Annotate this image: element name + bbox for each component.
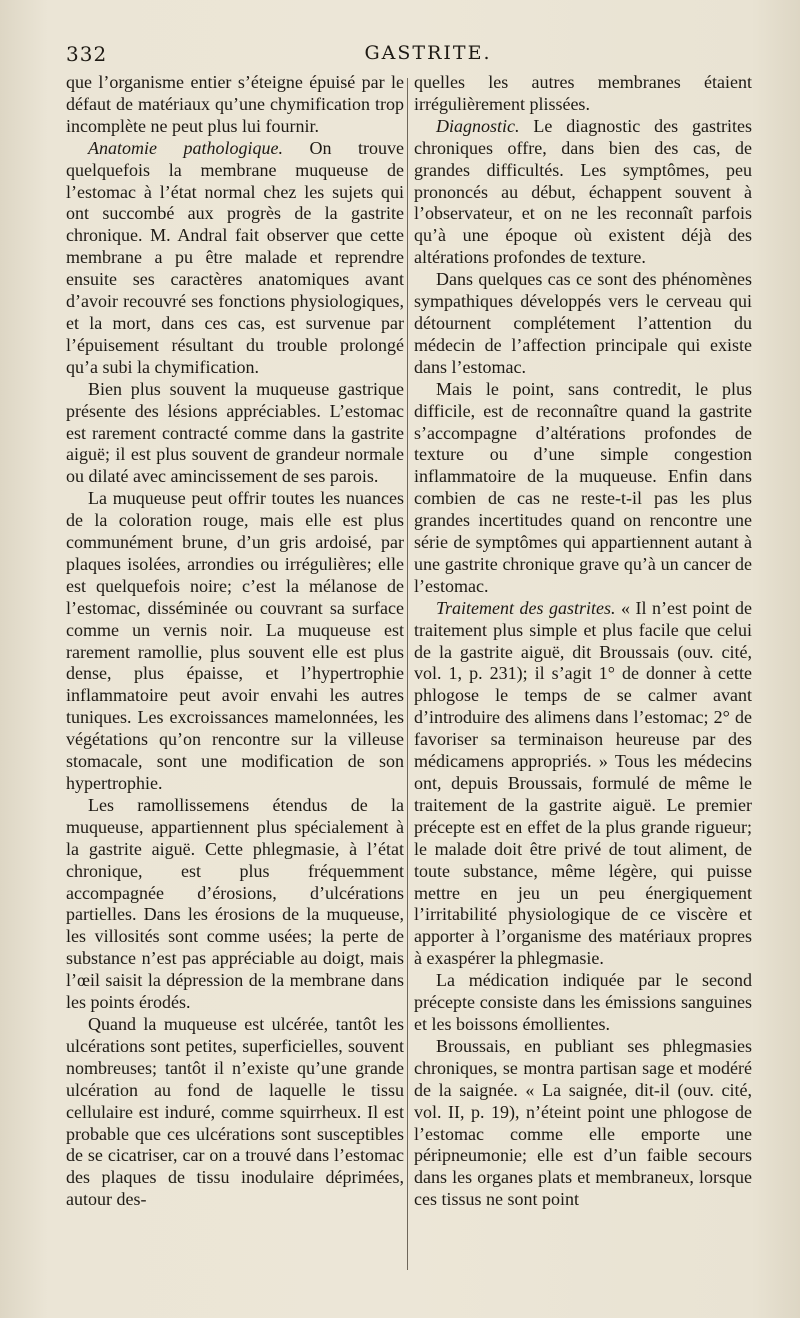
page-number: 332 [66, 42, 108, 66]
right-column [414, 72, 752, 1211]
paragraph: Quand la muqueuse est ulcérée, tantôt les ulcérations sont petites, superficielles, souvent nombreuses; tantôt il n’existe qu’une grande ulcération au fond de laquelle le tissu cellulaire est induré, comme squirrheux. Il est probable que ces ulcérations sont susceptibles de se cicatriser, car on a trouvé dans l’estomac des plaques de tissu inodulaire déprimées, autour des- [66, 1013, 404, 1210]
paragraph: Diagnostic. Le diagnostic des gastrites chroniques offre, dans bien des cas, de grandes difficultés. Les symptômes, peu prononcés au début, échappent souvent à l’observateur, et on ne les reconnaît parfois qu’à une époque où existent déjà des altérations profondes de texture. [414, 115, 752, 268]
paragraph: quelles les autres membranes étaient irrégulièrement plissées. [414, 72, 752, 114]
paragraph: Les ramollissemens étendus de la muqueuse, appartiennent plus spécialement à la gastrite aiguë. Cette phlegmasie, à l’état chronique, est plus fréquemment accompagnée d’érosions, d’ulcérations partielles. Dans les érosions de la muqueuse, les villosités sont comme usées; la perte de substance n’est pas appréciable au doigt, mais l’œil saisit la dépression de la membrane dans les points érodés. [66, 794, 404, 1013]
section-heading: Traitement des gastrites. [436, 597, 616, 618]
paragraph: La médication indiquée par le second précepte consiste dans les émissions sanguines et les boissons émollientes. [414, 970, 752, 1034]
paragraph: que l’organisme entier s’éteigne épuisé par le défaut de matériaux qu’une chymification trop incomplète ne peut plus lui fournir. [66, 72, 404, 136]
paragraph: Mais le point, sans contredit, le plus difficile, est de reconnaître quand la gastrite s’accompagne d’altérations profondes de texture ou d’une simple congestion inflammatoire de la muqueuse. Enfin dans combien de cas ne reste-t-il pas les plus grandes incertitudes quand on rencontre une série de symptômes qui appartiennent autant à une gastrite chronique grave qu’à un cancer de l’estomac. [414, 378, 752, 596]
paragraph: Anatomie pathologique. On trouve quelquefois la membrane muqueuse de l’estomac à l’état normal chez les sujets qui ont succombé aux progrès de la gastrite chronique. M. Andral fait observer que cette membrane a pu être malade et reprendre ensuite ses caractères anatomiques avant d’avoir recouvré ses fonctions physiologiques, et la mort, dans ces cas, est survenue par l’épuisement résultant du trouble prolongé qu’a subi la chymification. [66, 137, 405, 377]
section-heading: Anatomie pathologique. [88, 137, 283, 158]
paragraph: Bien plus souvent la muqueuse gastrique présente des lésions appréciables. L’estomac est rarement contracté comme dans la gastrite aiguë; il est plus souvent de grandeur normale ou dilaté avec amincissement de ses parois. [66, 378, 404, 487]
paragraph: La muqueuse peut offrir toutes les nuances de la coloration rouge, mais elle est plus communément brune, d’un gris ardoisé, par plaques isolées, arrondies ou irrégulières; elle est quelquefois noire; c’est la mélanose de l’estomac, disséminée ou couvrant sa surface comme un vernis noir. La muqueuse est rarement ramollie, plus souvent elle est plus dense, plus épaisse, et l’hypertrophie inflammatoire peut avoir envahi les autres tuniques. Les excroissances mamelonnées, les végétations qu’on rencontre sur la villeuse stomacale, sont une modification de son hypertrophie. [66, 488, 404, 793]
paragraph: Broussais, en publiant ses phlegmasies chroniques, se montra partisan sage et modéré de la saignée. « La saignée, dit-il (ouv. cité, vol. II, p. 19), n’éteint point une phlogose de l’estomac comme elle emporte une péripneumonie; elle est d’un faible secours dans les organes plats et membraneux, lorsque ces tissus ne sont point [414, 1035, 752, 1210]
section-heading: Diagnostic. [436, 115, 520, 136]
column-divider [407, 78, 408, 1270]
left-column [66, 72, 404, 1211]
page-header [66, 42, 750, 72]
paragraph: Dans quelques cas ce sont des phénomènes sympathiques développés vers le cerveau qui détournent complétement l’attention du médecin de l’affection principale qui existe dans l’estomac. [414, 269, 752, 377]
paragraph: Traitement des gastrites. « Il n’est point de traitement plus simple et plus facile que celui de la gastrite aiguë, dit Broussais (ouv. cité, vol. 1, p. 231); il s’agit 1° de donner à cette phlogose le temps de se calmer avant d’introduire des alimens dans l’estomac; 2° de favoriser sa terminaison heureuse par des médicamens appropriés. » Tous les médecins ont, depuis Broussais, formulé de même le traitement de la gastrite aiguë. Le premier précepte est en effet de la plus grande rigueur; le malade doit être privé de tout aliment, de toute substance, même légère, qui puisse mettre en jeu un peu énergiquement l’irritabilité physiologique de ce viscère et apporter à l’organisme des matériaux propres à exaspérer la phlegmasie. [414, 597, 752, 969]
running-title: GASTRITE. [364, 42, 492, 64]
